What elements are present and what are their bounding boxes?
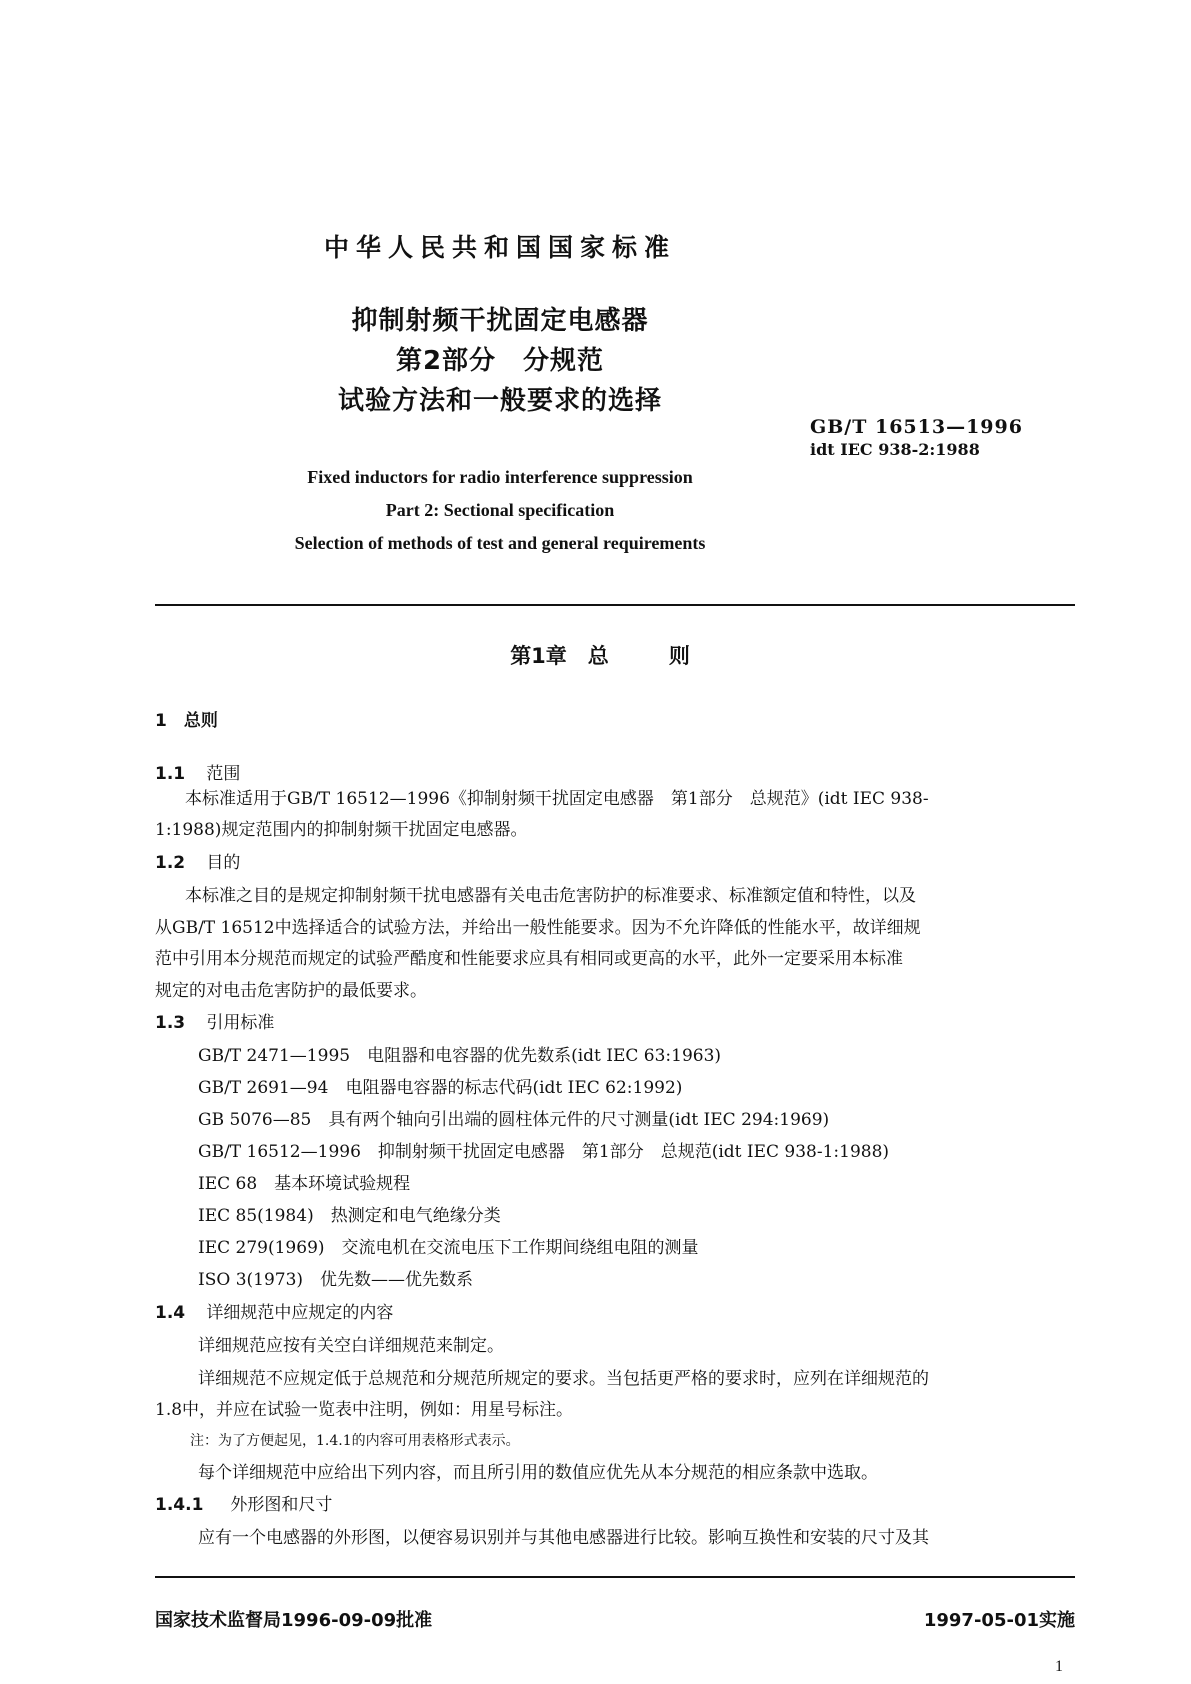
standard-number: GB/T 16513—1996: [810, 416, 1023, 438]
section-title: 目的: [206, 853, 241, 873]
footer-divider: [155, 1576, 1075, 1578]
reference-item: GB/T 2471—1995 电阻器和电容器的优先数系(idt IEC 63:1963): [198, 1046, 722, 1066]
reference-item: IEC 279(1969) 交流电机在交流电压下工作期间绕组电阻的测量: [198, 1238, 699, 1258]
paragraph-line: 1:1988)规定范围内的抑制射频干扰固定电感器。: [155, 820, 528, 840]
title-en-line-3: Selection of methods of test and general requirements: [294, 533, 706, 553]
reference-item: GB/T 2691—94 电阻器电容器的标志代码(idt IEC 62:1992): [198, 1078, 683, 1098]
paragraph-line: 每个详细规范中应给出下列内容，而且所引用的数值应优先从本分规范的相应条款中选取。: [198, 1463, 878, 1483]
chapter-heading-left: 第1章 总: [510, 644, 609, 668]
reference-item: GB/T 16512—1996 抑制射频干扰固定电感器 第1部分 总规范(idt IEC 938-1:1988): [198, 1142, 890, 1162]
paragraph-line: 本标准之目的是规定抑制射频干扰电感器有关电击危害防护的标准要求、标准额定值和特性，以及: [185, 886, 916, 906]
section-number: 1.3: [155, 1013, 186, 1033]
note: 注：为了方便起见，1.4.1的内容可用表格形式表示。: [190, 1433, 520, 1449]
paragraph-line: 规定的对电击危害防护的最低要求。: [155, 981, 427, 1001]
section-number: 1.4.1: [155, 1495, 204, 1515]
page-number: 1: [1055, 1658, 1063, 1675]
section-1-4-1-heading: [155, 1490, 332, 1515]
paragraph-line: 1.8中，并应在试验一览表中注明，例如：用星号标注。: [155, 1400, 574, 1420]
reference-item: GB 5076—85 具有两个轴向引出端的圆柱体元件的尺寸测量(idt IEC 294:1969): [198, 1110, 830, 1130]
title-cn-line-1: 抑制射频干扰固定电感器: [351, 306, 649, 336]
section-title: 详细规范中应规定的内容: [206, 1303, 394, 1323]
section-1-4-heading: [155, 1298, 393, 1323]
paragraph-line: 从GB/T 16512中选择适合的试验方法，并给出一般性能要求。因为不允许降低的性能水平，故详细规: [155, 918, 921, 938]
reference-item: IEC 68 基本环境试验规程: [198, 1174, 411, 1194]
title-cn-line-3: 试验方法和一般要求的选择: [337, 386, 662, 416]
national-standard-heading: 中华人民共和国国家标准: [323, 233, 676, 262]
approval-date: 国家技术监督局1996-09-09批准: [155, 1610, 433, 1631]
chapter-heading-right: 则: [668, 644, 690, 668]
section-1-3-heading: [155, 1008, 274, 1033]
section-title: 外形图和尺寸: [230, 1495, 333, 1515]
section-title: 范围: [206, 764, 241, 784]
section-1-1-heading: [155, 759, 240, 784]
paragraph-line: 应有一个电感器的外形图，以便容易识别并与其他电感器进行比较。影响互换性和安装的尺寸及其: [198, 1528, 929, 1548]
section-number: 1.4: [155, 1303, 186, 1323]
chapter-heading: [0, 640, 1191, 670]
section-1-heading: 1 总则: [155, 711, 218, 731]
title-en-line-1: Fixed inductors for radio interference suppression: [307, 467, 693, 487]
standard-idt: idt IEC 938-2:1988: [810, 440, 980, 459]
paragraph-line: 本标准适用于GB/T 16512—1996《抑制射频干扰固定电感器 第1部分 总规范》(idt IEC 938-: [185, 789, 929, 809]
title-cn-line-2: 第2部分 分规范: [395, 346, 605, 376]
effective-date: 1997-05-01实施: [923, 1610, 1075, 1631]
paragraph-line: 范中引用本分规范而规定的试验严酷度和性能要求应具有相同或更高的水平，此外一定要采用本标准: [155, 949, 903, 969]
header-divider: [155, 604, 1075, 606]
section-1-2-heading: [155, 848, 240, 873]
section-number: 1.2: [155, 853, 186, 873]
section-number: 1.1: [155, 764, 186, 784]
reference-item: IEC 85(1984) 热测定和电气绝缘分类: [198, 1206, 501, 1226]
title-en-line-2: Part 2: Sectional specification: [385, 500, 615, 520]
reference-item: ISO 3(1973) 优先数——优先数系: [198, 1270, 474, 1290]
paragraph-line: 详细规范不应规定低于总规范和分规范所规定的要求。当包括更严格的要求时，应列在详细规范的: [198, 1369, 929, 1389]
section-title: 引用标准: [206, 1013, 275, 1033]
paragraph-line: 详细规范应按有关空白详细规范来制定。: [198, 1336, 504, 1356]
